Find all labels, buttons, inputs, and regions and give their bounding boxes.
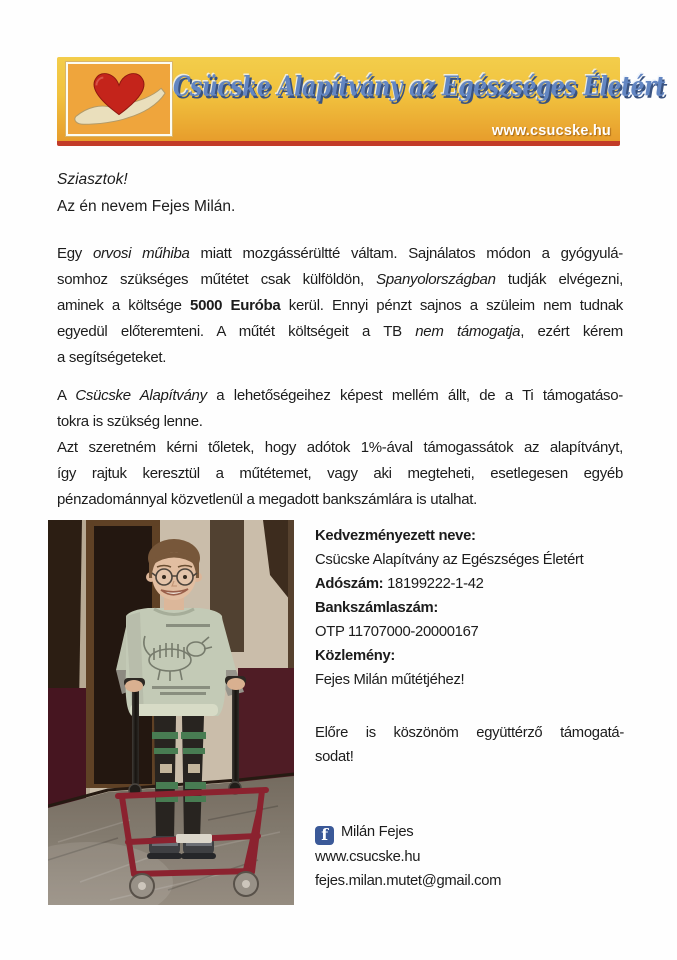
text-line: így rajtuk keresztül a műtétemet, vagy aki megteheti, esetlegesen egyéb [57,465,623,482]
text-line: Adószám: 18199222-1-42 [315,576,484,592]
text-line: Azt szeretném kérni tőletek, hogy adótok 1%-ával támogassátok az alapítványt, [57,439,623,456]
text-line: Előre is köszönöm együttérző támogatá- [315,725,624,741]
paragraph-1 [57,241,623,371]
details-column [315,524,624,893]
text-line: Csücske Alapítvány az Egészséges Életért [315,552,584,568]
facebook-icon: f [315,826,334,845]
email-text: fejes.milan.mutet@gmail.com [315,873,502,889]
website-text: www.csucske.hu [315,849,421,865]
paragraph-2 [57,383,623,513]
text-line: OTP 11707000-20000167 [315,624,479,640]
text-line: pénzadománnyal közvetlenül a megadott bankszámlára is utalhat. [57,491,477,508]
text-line: tokra is szükség lenne. [57,413,203,430]
contact-block [315,820,624,893]
thanks-note [315,721,624,769]
bank-details [315,524,624,692]
foundation-logo [66,62,172,136]
text-line: Kedvezményezett neve: [315,528,476,544]
header-banner [57,57,665,146]
text-line: sodat! [315,749,354,765]
text-line: aminek a költsége 5000 Euróba kerül. Ennyi pénzt sajnos a szüleim nem tudnak [57,297,623,314]
banner-website: www.csucske.hu [491,123,611,139]
text-line: somhoz szükséges műtétet csak külföldön, Spanyolországban tudják elvégezni, [57,271,623,288]
text-line: Az én nevem Fejes Milán. [57,198,236,215]
intro-greeting [57,166,623,220]
text-line: Egy orvosi műhiba miatt mozgássérültté váltam. Sajnálatos módon a gyógyulá- [57,245,623,262]
text-line: Bankszámlaszám: [315,600,438,616]
text-line: egyedül előteremteni. A műtét költségeit a TB nem támogatja, ezért kérem [57,323,623,340]
heart-in-hand-icon [68,64,170,134]
banner-title: Csücske Alapítvány az Egészséges Életért [173,71,665,103]
photo-boy-with-walker [48,520,294,905]
facebook-name: Milán Fejes [341,824,414,840]
text-line: A Csücske Alapítvány a lehetőségeihez képest mellém állt, de a Ti támogatáso- [57,387,623,404]
text-line: Fejes Milán műtétjéhez! [315,672,465,688]
text-line: Sziasztok! [57,171,128,188]
text-line: Közlemény: [315,648,396,664]
text-line: a segítségeteket. [57,349,167,366]
facebook-row [315,820,624,845]
